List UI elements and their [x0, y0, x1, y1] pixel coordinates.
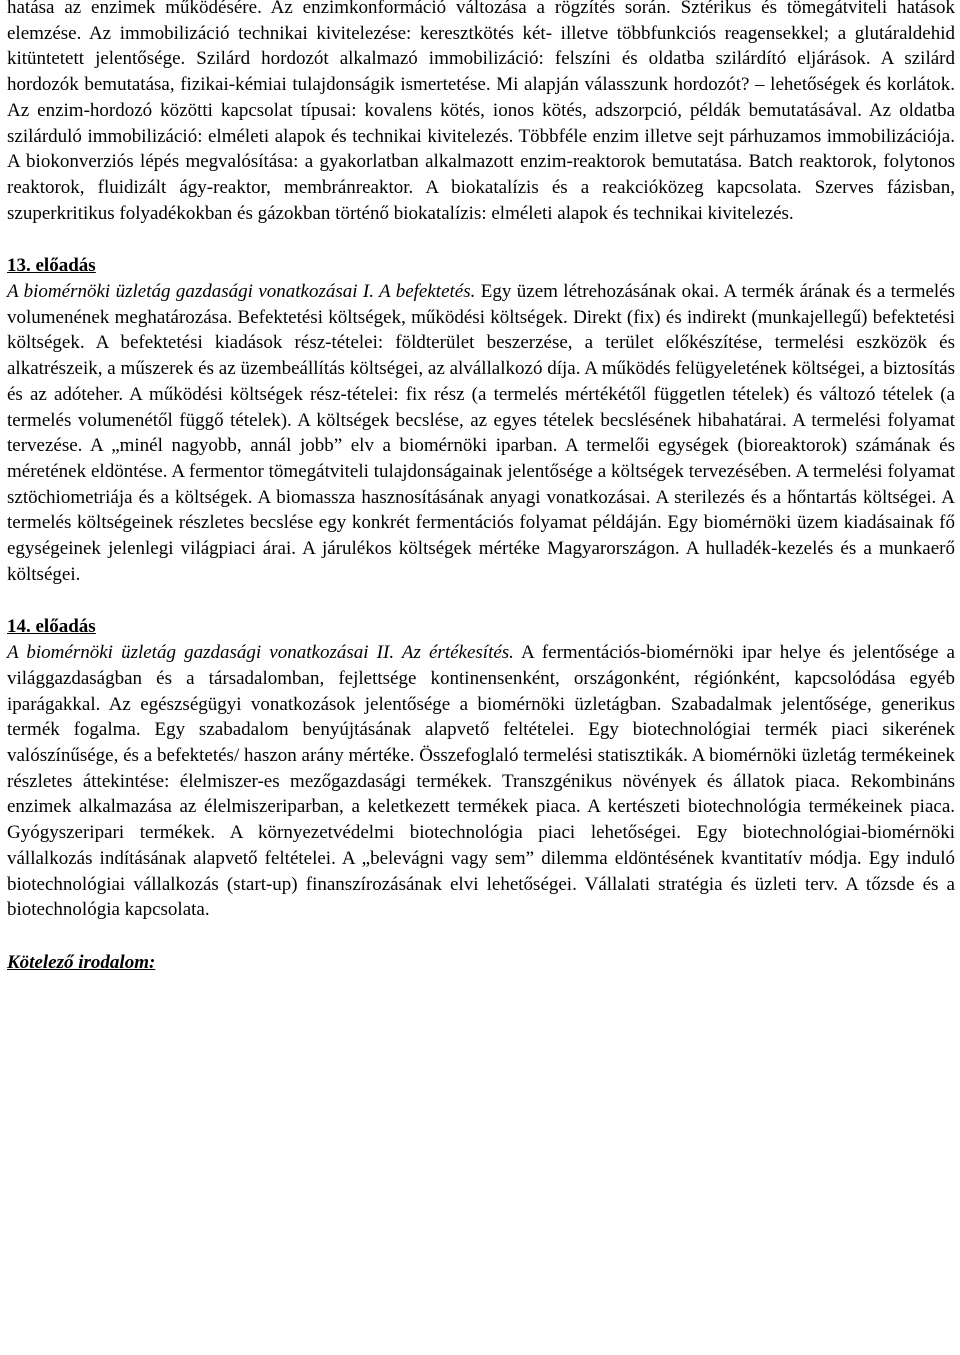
lecture-14-title: A biomérnöki üzletág gazdasági vonatkozásai II. Az értékesítés.: [7, 642, 514, 664]
lecture-13-number: 13.: [7, 255, 31, 277]
lecture-14-heading: [7, 614, 955, 640]
lecture-13-title: A biomérnöki üzletág gazdasági vonatkozásai I. A befektetés.: [7, 281, 476, 303]
document-page: [7, 0, 955, 976]
lecture-13-word: előadás: [35, 255, 96, 277]
lecture-14-paragraph: [7, 640, 955, 923]
lecture-14-body: A fermentációs-biomérnöki ipar helye és jelentősége a világgazdaságban és a társadalomban, fejlettsége kontinensenként, országonként, régiónként, kapcsolódása egyéb iparágakkal. Az egészségügyi vonatkozások jelentősége a biomérnöki üzletágban. Szabadalmak jelentősége, generikus termék fogalma. Egy szabadalom benyújtásának alapvető feltételei. Egy biotechnológiai termék piaci sikerének valószínűsége, és a befektetés/ haszon arány mértéke. Összefoglaló termelési statisztikák. A biomérnöki üzletág termékeinek részletes áttekintése: élelmiszer-es mezőgazdasági termékek. Transzgénikus növények és állatok piaca. Rekombináns enzimek alkalmazása az élelmiszeriparban, a keletkezett termékek piaca. A kertészeti biotechnológia termékeinek piaca. Gyógyszeripari termékek. A környezetvédelmi biotechnológia piaci lehetőségei. Egy biotechnológiai-biomérnöki vállalkozás indításának alapvető feltételei. A „belevágni vagy sem” dilemma eldöntésének kvantitatív módja. Egy induló biotechnológiai vállalkozás (start-up) finanszírozásának elvi lehetőségei. Vállalati stratégia és üzleti terv. A tőzsde és a biotechnológia kapcsolata.: [7, 642, 955, 921]
lecture-14-number: 14.: [7, 616, 31, 638]
lecture-13-paragraph: [7, 279, 955, 587]
literature-heading: Kötelező irodalom:: [7, 951, 156, 973]
intro-paragraph: hatása az enzimek működésére. Az enzimkonformáció változása a rögzítés során. Sztérikus és tömegátviteli hatások elemzése. Az immobilizáció technikai kivitelezése: keresztkötés két- illetve többfunkciós reagensekkel; a glutáraldehid kitüntetett jelentősége. Szilárd hordozót alkalmazó immobilizáció: felszíni és oldatba szilárdító eljárások. A szilárd hordozók bemutatása, fizikai-kémiai tulajdonságik ismertetése. Mi alapján válasszunk hordozót? – lehetőségek és korlátok. Az enzim-hordozó közötti kapcsolat típusai: kovalens kötés, ionos kötés, adszorpció, példák bemutatásával. Az oldatba szilárduló immobilizáció: elméleti alapok és technikai kivitelezés. Többféle enzim illetve sejt párhuzamos immobilizációja. A biokonverziós lépés megvalósítása: a gyakorlatban alkalmazott enzim-reaktorok bemutatása. Batch reaktorok, folytonos reaktorok, fluidizált ágy-reaktor, membránreaktor. A biokatalízis és a reakcióközeg kapcsolata. Szerves fázisban, szuperkritikus folyadékokban és gázokban történő biokatalízis: elméleti alapok és technikai kivitelezés.: [7, 0, 955, 224]
lecture-14-word: előadás: [35, 616, 96, 638]
lecture-13-heading: [7, 253, 955, 279]
lecture-13-body: Egy üzem létrehozásának okai. A termék árának és a termelés volumenének meghatározása. Befektetési költségek, működési költségek. Direkt (fix) és indirekt (munkajellegű) befektetési költségek. A befektetési kiadások rész-tételei: földterület beszerzése, a terület előkészítése, termelési eszközök és alkatrészeik, a műszerek és az üzembeállítás költségei, az alvállalkozó díja. A működés felügyeletének költségei, a biztosítás és az adóteher. A működési költségek rész-tételei: fix rész (a termelés mértékétől független tételek) és változó tételek (a termelés volumenétől függő tételek). A költségek becslése, az egyes tételek becslésének hibahatárai. A termelési folyamat tervezése. A „minél nagyobb, annál jobb” elv a biomérnöki iparban. A termelői egységek (bioreaktorok) számának és méretének eldöntése. A fermentor tömegátviteli tulajdonságainak jelentősége a költségek tervezésében. A termelési folyamat sztöchiometriája és a költségek. A biomassza hasznosításának anyagi vonatkozásai. A sterilezés és a hőntartás költségei. A termelés költségeinek részletes becslése egy konkrét fermentációs folyamat példáján. Egy biomérnöki üzem kiadásainak fő egységeinek jelenlegi világpiaci árai. A járulékos költségek mértéke Magyarországon. A hulladék-kezelés és a munkaerő költségei.: [7, 281, 956, 585]
